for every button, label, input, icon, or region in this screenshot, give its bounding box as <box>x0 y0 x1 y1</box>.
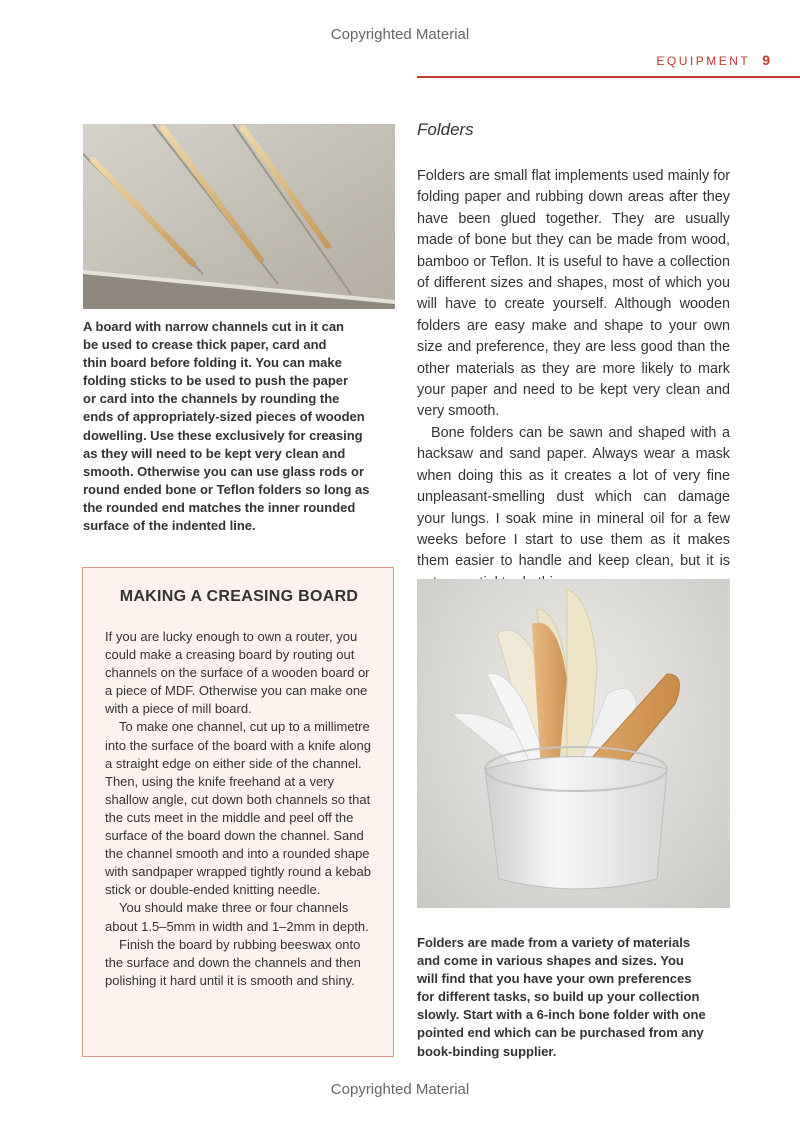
photo-caption-creasing-board <box>83 318 395 535</box>
running-head-section: EQUIPMENT <box>656 54 751 68</box>
sidebar-paragraph: You should make three or four channels about 1.5–5mm in width and 1–2mm in depth. <box>105 900 369 934</box>
caption-line: slowly. Start with a 6-inch bone folder with one <box>417 1007 706 1023</box>
body-paragraph: Folders are small flat implements used mainly for folding paper and rubbing down areas after they have been glued together. They are usually made of bone but they can be made from wood, bamboo or Teflon. It is useful to have a collection of different sizes and shapes, most of which you will have to create yourself. Although wooden folders are easy make and shape to your own size and preference, they are less good than the other materials as they are more likely to mark your paper and need to be kept very clean and very smooth. <box>417 168 730 420</box>
caption-line: or card into the channels by rounding the <box>83 391 340 407</box>
folders-photo <box>417 579 730 908</box>
caption-line: for different tasks, so build up your collection <box>417 989 700 1005</box>
header-rule <box>417 76 800 78</box>
caption-line: thin board before folding it. You can make <box>83 355 342 371</box>
caption-line: A board with narrow channels cut in it can <box>83 319 344 334</box>
creasing-board-illustration <box>83 124 395 309</box>
caption-line: and come in various shapes and sizes. You <box>417 953 684 969</box>
body-text <box>417 166 730 594</box>
caption-line: book-binding supplier. <box>417 1043 557 1059</box>
body-paragraph: Bone folders can be sawn and shaped with a hacksaw and sand paper. Always wear a mask when doing this as it creates a lot of very fine unpleasant-smelling dust which can damage your lungs. I soak mine in mineral oil for a few weeks before I start to use them as it makes them easier to handle and keep clean, but it is <box>417 424 730 570</box>
caption-line: be used to crease thick paper, card and <box>83 337 327 353</box>
page-number: 9 <box>762 52 770 68</box>
caption-line: as they will need to be kept very clean and <box>83 445 346 461</box>
section-heading: Folders <box>417 120 474 139</box>
caption-line: dowelling. Use these exclusively for creasing <box>83 427 363 443</box>
caption-line: smooth. Otherwise you can use glass rods or <box>83 463 365 479</box>
photo-caption-folders <box>417 934 730 1061</box>
watermark-bottom: Copyrighted Material <box>330 1081 470 1098</box>
creasing-board-photo <box>83 124 395 309</box>
caption-line: folding sticks to be used to push the paper <box>83 373 349 389</box>
sidebar-paragraph: Finish the board by rubbing beeswax onto the surface and down the channels and then polishing it hard until it is smooth and shiny. <box>105 936 361 988</box>
caption-line: surface of the indented line. <box>83 518 256 534</box>
sidebar-paragraph: To make one channel, cut up to a millimetre into the surface of the board with a knife along a straight edge on either side of the channel. Then, using the knife freehand at a very shallow angle, cut down both channels so that the cuts meet in the middle and peel off the surface of the board down the channel. Sand the channel smooth and into a rounded shape with sandpaper wrapped tightly round a kebab stick or double-ended knitting needle. <box>105 719 371 898</box>
running-head <box>560 52 770 68</box>
caption-line: the rounded end matches the inner rounded <box>83 499 356 515</box>
caption-line: ends of appropriately-sized pieces of wooden <box>83 409 365 425</box>
sidebar-title: MAKING A CREASING BOARD <box>119 588 359 605</box>
caption-line: round ended bone or Teflon folders so long as <box>83 481 370 497</box>
watermark-top: Copyrighted Material <box>330 26 470 43</box>
caption-line: pointed end which can be purchased from any <box>417 1025 704 1041</box>
sidebar-box <box>82 567 394 1057</box>
caption-line: will find that you have your own preferences <box>417 971 692 987</box>
folders-cup-illustration <box>417 579 730 908</box>
sidebar-body <box>105 628 377 990</box>
sidebar-paragraph: If you are lucky enough to own a router, you could make a creasing board by routing out channels on the surface of a wooden board or a piece of MDF. Otherwise you can make one with a piece of mill board. <box>105 629 370 717</box>
caption-line: Folders are made from a variety of materials <box>417 935 691 950</box>
